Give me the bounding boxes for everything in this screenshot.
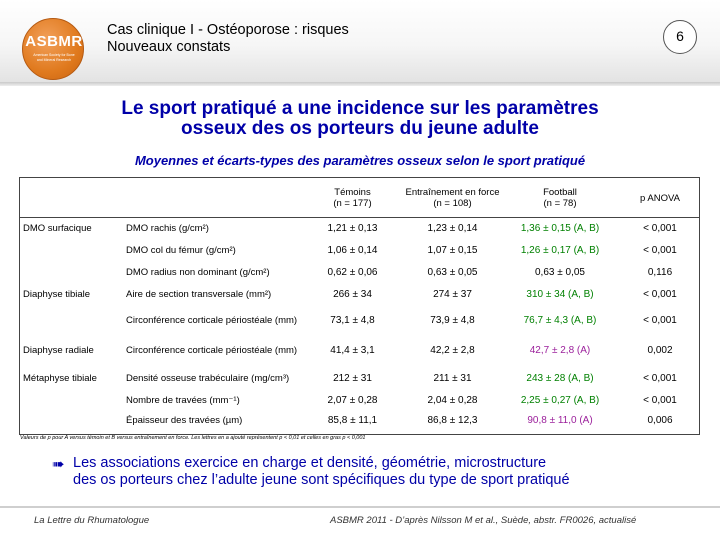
table-header	[20, 178, 699, 218]
column-header-p-anova	[620, 193, 700, 204]
asbmr-logo	[22, 18, 84, 80]
table-row	[20, 284, 699, 306]
row-parameter-label: Circonférence corticale périostéale (mm)	[126, 345, 298, 356]
table-footnote: Valeurs de p pour A versus témoin et B versus entraînement en force. Les lettres en a ajouté représentent p < 0,01 et celles en gras p < 0,001	[20, 435, 366, 441]
column-header-label: p ANOVA	[640, 193, 680, 204]
cell-football: 243 ± 28 (A, B)	[526, 373, 594, 384]
cell-force: 0,63 ± 0,05	[427, 267, 478, 278]
cell-football: 76,7 ± 4,3 (A, B)	[523, 315, 597, 326]
row-parameter-label: DMO radius non dominant (g/cm²)	[126, 267, 270, 278]
footer-reference: ASBMR 2011 - D’après Nilsson M et al., Suède, abstr. FR0026, actualisé	[330, 515, 637, 526]
cell-force: 274 ± 37	[433, 289, 472, 300]
table-row	[20, 310, 699, 332]
cell-football: 2,25 ± 0,27 (A, B)	[520, 395, 600, 406]
cell-football: 1,36 ± 0,15 (A, B)	[520, 223, 600, 234]
cell-temoins: 85,8 ± 11,1	[327, 415, 378, 426]
cell-football: 310 ± 34 (A, B)	[526, 289, 594, 300]
header-title-line2: Nouveaux constats	[107, 39, 231, 55]
table-row	[20, 262, 699, 284]
cell-force: 2,04 ± 0,28	[427, 395, 478, 406]
cell-p-anova: < 0,001	[643, 315, 677, 326]
column-header-n: (n = 108)	[433, 198, 472, 209]
column-header-label: Football	[543, 187, 577, 198]
row-parameter-label: Densité osseuse trabéculaire (mg/cm³)	[126, 373, 290, 384]
row-group-label: Diaphyse radiale	[23, 345, 94, 356]
row-parameter-label: DMO col du fémur (g/cm²)	[126, 245, 236, 256]
slide-title-line2: osseux des os porteurs du jeune adulte	[181, 118, 539, 139]
table-row	[20, 340, 699, 362]
column-header-force	[395, 187, 510, 209]
row-parameter-label: Nombre de travées (mm⁻¹)	[126, 395, 240, 406]
cell-temoins: 0,62 ± 0,06	[327, 267, 378, 278]
cell-force: 73,9 ± 4,8	[430, 315, 475, 326]
row-parameter-label: DMO rachis (g/cm²)	[126, 223, 209, 234]
table-row	[20, 390, 699, 412]
column-header-football	[510, 187, 610, 209]
cell-football: 42,7 ± 2,8 (A)	[529, 345, 591, 356]
cell-p-anova: 0,006	[647, 415, 673, 426]
arrow-right-icon: ➠	[52, 456, 65, 473]
row-parameter-label: Circonférence corticale périostéale (mm)	[126, 315, 298, 326]
cell-p-anova: < 0,001	[643, 245, 677, 256]
page-number: 6	[663, 20, 697, 54]
cell-temoins: 2,07 ± 0,28	[327, 395, 378, 406]
results-table	[19, 177, 700, 435]
row-group-label: DMO surfacique	[23, 223, 92, 234]
conclusion	[73, 455, 713, 489]
cell-football: 0,63 ± 0,05	[535, 267, 585, 278]
column-header-label: Entraînement en force	[405, 187, 500, 198]
cell-force: 1,23 ± 0,14	[427, 223, 478, 234]
cell-force: 86,8 ± 12,3	[427, 415, 478, 426]
logo-text: ASBMR	[25, 33, 83, 50]
cell-temoins: 73,1 ± 4,8	[330, 315, 375, 326]
conclusion-line2: des os porteurs chez l’adulte jeune sont spécifiques du type de sport pratiqué	[73, 472, 570, 488]
row-group-label: Diaphyse tibiale	[23, 289, 91, 300]
header-title	[107, 22, 349, 56]
column-header-n: (n = 177)	[333, 198, 372, 209]
logo-subtext: American Society for Bone and Mineral Research	[33, 53, 75, 62]
cell-p-anova: < 0,001	[643, 395, 677, 406]
cell-temoins: 266 ± 34	[333, 289, 372, 300]
cell-temoins: 1,06 ± 0,14	[327, 245, 378, 256]
cell-football: 1,26 ± 0,17 (A, B)	[520, 245, 600, 256]
table-caption: Moyennes et écarts-types des paramètres osseux selon le sport pratiqué	[134, 153, 586, 168]
row-group-label: Métaphyse tibiale	[23, 373, 97, 384]
cell-p-anova: < 0,001	[643, 373, 677, 384]
footer-divider	[0, 506, 720, 508]
cell-temoins: 41,4 ± 3,1	[330, 345, 375, 356]
row-parameter-label: Aire de section transversale (mm²)	[126, 289, 272, 300]
table-row	[20, 218, 699, 240]
cell-force: 211 ± 31	[433, 373, 472, 384]
cell-p-anova: 0,116	[647, 267, 673, 278]
header-title-line1: Cas clinique I - Ostéoporose : risques	[107, 22, 349, 38]
cell-temoins: 212 ± 31	[333, 373, 372, 384]
column-header-label: Témoins	[334, 187, 371, 198]
conclusion-line1: Les associations exercice en charge et densité, géométrie, microstructure	[73, 455, 547, 471]
cell-p-anova: < 0,001	[643, 223, 677, 234]
slide-title	[0, 99, 720, 139]
cell-temoins: 1,21 ± 0,13	[327, 223, 378, 234]
table-row	[20, 240, 699, 262]
cell-p-anova: < 0,001	[643, 289, 677, 300]
slide-title-line1: Le sport pratiqué a une incidence sur les paramètres	[121, 98, 599, 119]
table-row	[20, 368, 699, 390]
cell-p-anova: 0,002	[647, 345, 673, 356]
footer-source-journal: La Lettre du Rhumatologue	[34, 515, 150, 526]
cell-force: 1,07 ± 0,15	[427, 245, 478, 256]
table-row	[20, 410, 699, 432]
column-header-temoins	[310, 187, 395, 209]
column-header-n: (n = 78)	[543, 198, 577, 209]
header-divider	[0, 82, 720, 86]
row-parameter-label: Épaisseur des travées (µm)	[126, 415, 243, 426]
cell-force: 42,2 ± 2,8	[430, 345, 475, 356]
cell-football: 90,8 ± 11,0 (A)	[527, 415, 593, 426]
